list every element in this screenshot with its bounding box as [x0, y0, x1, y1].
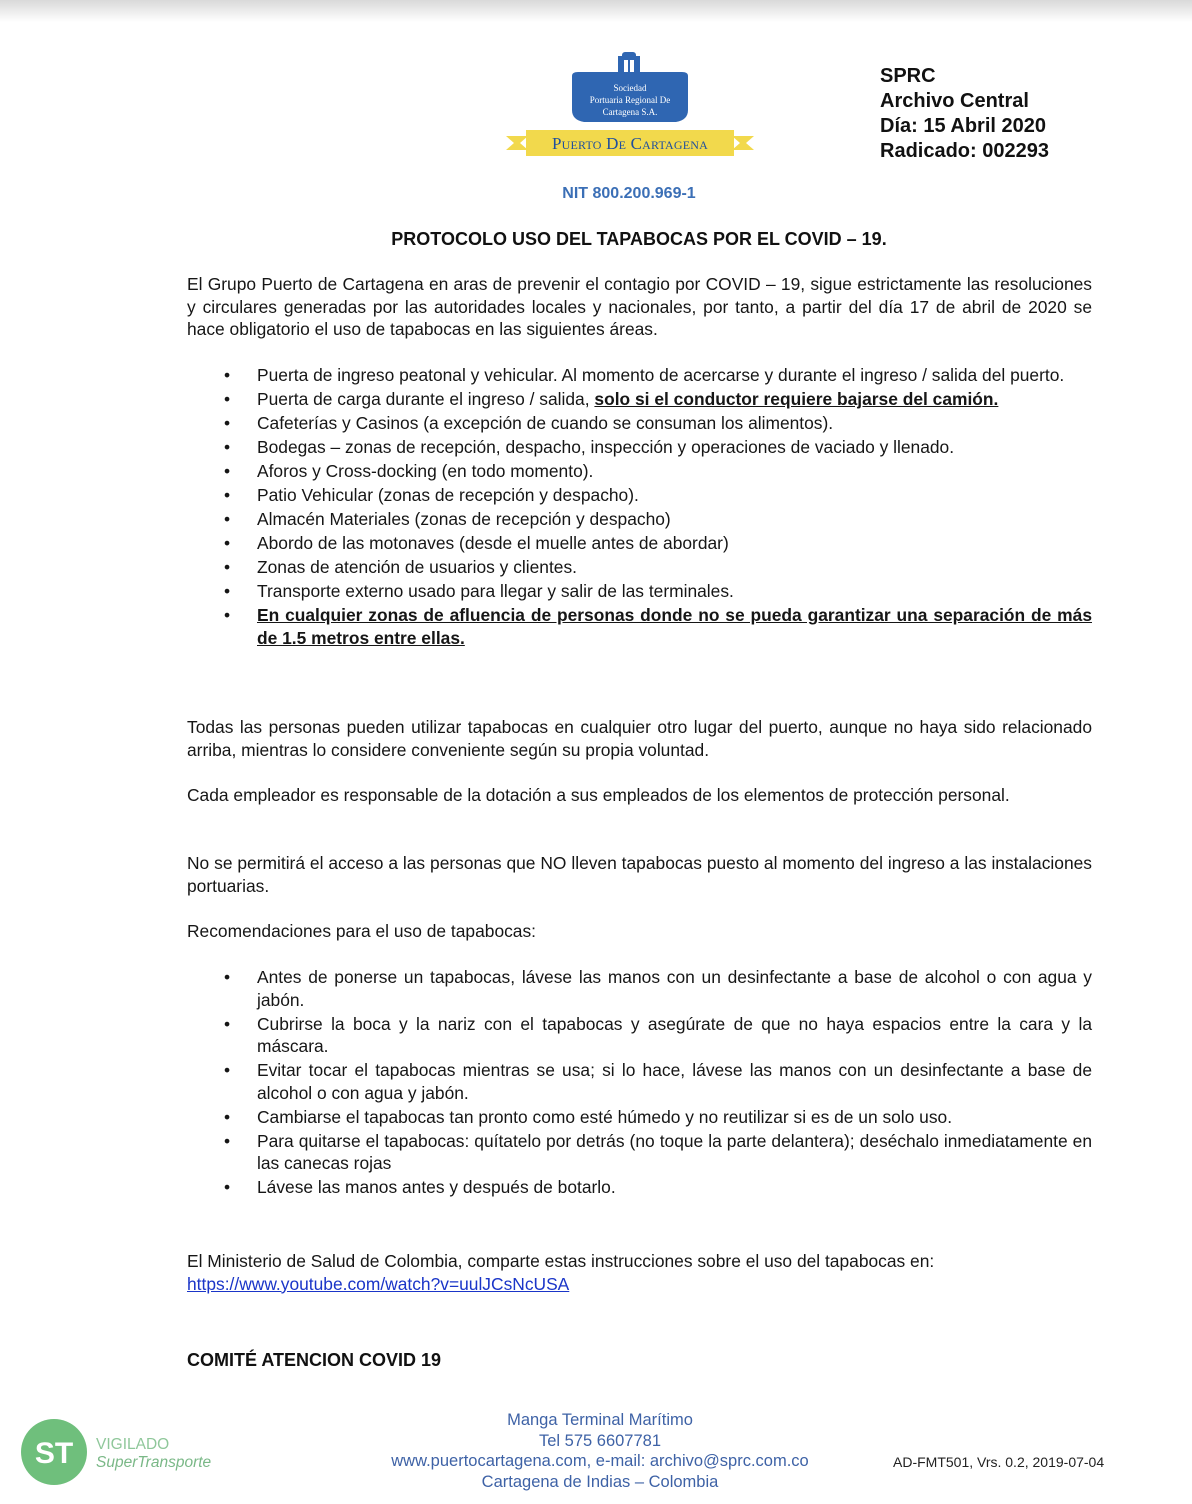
- list-item: [187, 556, 1092, 579]
- list-item-text: Zonas de atención de usuarios y clientes.: [257, 557, 577, 577]
- bullet-icon: •: [224, 581, 231, 601]
- bullet-icon: •: [224, 389, 231, 409]
- list-item-text: Transporte externo usado para llegar y salir de las terminales.: [257, 581, 734, 601]
- list-item-text: Cubrirse la boca y la nariz con el tapabocas y asegúrate de que no haya espacios entre la cara y la máscara.: [257, 1013, 1092, 1056]
- bullet-icon: •: [224, 1177, 231, 1197]
- list-item: [187, 580, 1092, 603]
- footer-phone: Tel 575 6607781: [538, 1431, 662, 1450]
- list-item: [187, 508, 1092, 531]
- access-paragraph: No se permitirá el acceso a las personas que NO lleven tapabocas puesto al momento del ingreso a las instalaciones portuarias.: [187, 853, 1092, 896]
- list-item: [187, 484, 1092, 507]
- bullet-icon: •: [224, 365, 231, 385]
- company-logo: [500, 50, 760, 162]
- committee-signature: COMITÉ ATENCION COVID 19: [187, 1350, 442, 1370]
- anywhere-paragraph: Todas las personas pueden utilizar tapabocas en cualquier otro lugar del puerto, aunque no haya sido relacionado arriba, mientras lo considere conveniente según su propia voluntad.: [187, 717, 1092, 760]
- ministry-section: [187, 1250, 1092, 1295]
- bullet-icon: •: [224, 533, 231, 553]
- list-item-text: Evitar tocar el tapabocas mientras se usa; si lo hace, lávese las manos con un desinfectante a base de alcohol o con agua y jabón.: [257, 1060, 1092, 1103]
- ministry-text: El Ministerio de Salud de Colombia, comparte estas instrucciones sobre el uso del tapabocas en:: [187, 1251, 935, 1271]
- mandatory-areas-list: [187, 364, 1092, 651]
- logo-line-1: Sociedad: [613, 83, 647, 93]
- list-item: [187, 1176, 1092, 1199]
- list-item-text: Cafeterías y Casinos (a excepción de cuando se consuman los alimentos).: [257, 413, 834, 433]
- list-item-text: Cambiarse el tapabocas tan pronto como esté húmedo y no reutilizar si es de un solo uso.: [257, 1106, 953, 1127]
- logo-line-3: Cartagena S.A.: [602, 107, 658, 117]
- list-item: [187, 966, 1092, 1011]
- logo-line-2: Portuaria Regional De: [589, 95, 671, 105]
- stamp-radicado: Radicado: 002293: [880, 140, 1049, 162]
- list-item: [187, 532, 1092, 555]
- list-item: [187, 412, 1092, 435]
- document-title: PROTOCOLO USO DEL TAPABOCAS POR EL COVID – 19.: [391, 229, 887, 249]
- bullet-icon: •: [224, 967, 231, 987]
- st-logo-text: ST: [34, 1437, 74, 1470]
- list-item-text: Almacén Materiales (zonas de recepción y despacho): [257, 509, 671, 529]
- recommendations-heading: Recomendaciones para el uso de tapabocas:: [187, 921, 537, 941]
- intro-paragraph: El Grupo Puerto de Cartagena en aras de prevenir el contagio por COVID – 19, sigue estrictamente las resoluciones y circulares generadas por las autoridades locales y nacionales, por tanto, a partir del día 17 de abril de 2020 se hace obligatorio el uso de tapabocas en las siguientes áreas.: [187, 274, 1092, 339]
- nit-number: NIT 800.200.969-1: [562, 185, 696, 202]
- list-item: [187, 1106, 1092, 1129]
- bullet-icon: •: [224, 509, 231, 529]
- bullet-icon: •: [224, 1130, 231, 1151]
- list-item: [187, 436, 1092, 459]
- bullet-icon: •: [224, 461, 231, 481]
- list-item: [187, 1130, 1092, 1175]
- list-item-text: Patio Vehicular (zonas de recepción y despacho).: [257, 485, 639, 505]
- list-item: [187, 364, 1092, 387]
- bullet-icon: •: [224, 1060, 231, 1080]
- bullet-icon: •: [224, 557, 231, 577]
- list-item-emphasis: solo si el conductor requiere bajarse del camión.: [594, 389, 999, 409]
- list-item-text: Para quitarse el tapabocas: quítatelo por detrás (no toque la parte delantera); deséchalo inmediatamente en las canecas rojas: [257, 1130, 1092, 1173]
- bullet-icon: •: [224, 1013, 231, 1034]
- bullet-icon: •: [224, 413, 231, 433]
- recommendations-list: [187, 966, 1092, 1200]
- stamp-date: Día: 15 Abril 2020: [880, 115, 1047, 137]
- bullet-icon: •: [224, 1106, 231, 1127]
- stamp-org: SPRC: [880, 65, 936, 87]
- footer-web-email: www.puertocartagena.com, e-mail: archivo@sprc.com.co: [391, 1452, 809, 1470]
- list-item-text: Lávese las manos antes y después de botarlo.: [257, 1177, 616, 1197]
- footer-contact: [300, 1410, 900, 1492]
- footer-city: Cartagena de Indias – Colombia: [481, 1472, 719, 1491]
- list-item: [187, 1013, 1092, 1058]
- bullet-icon: •: [224, 437, 231, 457]
- list-item-emphasis: En cualquier zonas de afluencia de personas donde no se pueda garantizar una separación de más de 1.5 metros entre ellas.: [257, 605, 1092, 648]
- list-item-text: Bodegas – zonas de recepción, despacho, inspección y operaciones de vaciado y llenado.: [257, 437, 955, 457]
- list-item: [187, 604, 1092, 649]
- vigilado-text: VIGILADO: [96, 1436, 170, 1453]
- list-item-text: Puerta de ingreso peatonal y vehicular. Al momento de acercarse y durante el ingreso / salida del puerto.: [257, 365, 1065, 385]
- bullet-icon: •: [224, 605, 231, 625]
- list-item-text: Antes de ponerse un tapabocas, lávese las manos con un desinfectante a base de alcohol o con agua y jabón.: [257, 967, 1092, 1010]
- bullet-icon: •: [224, 485, 231, 505]
- list-item-text: Puerta de carga durante el ingreso / salida,: [257, 389, 595, 409]
- list-item: [187, 1059, 1092, 1104]
- archive-stamp: [880, 64, 1049, 164]
- page-top-shadow: [0, 0, 1192, 22]
- supertransporte-text: SuperTransporte: [96, 1454, 212, 1471]
- footer-terminal: Manga Terminal Marítimo: [507, 1411, 693, 1429]
- list-item-text: Aforos y Cross-docking (en todo momento).: [257, 461, 594, 481]
- stamp-archive: Archivo Central: [880, 90, 1029, 112]
- list-item: [187, 460, 1092, 483]
- form-code: AD-FMT501, Vrs. 0.2, 2019-07-04: [893, 1454, 1105, 1470]
- supertransporte-logo: [20, 1418, 88, 1486]
- ministry-video-link[interactable]: https://www.youtube.com/watch?v=uulJCsNcUSA: [187, 1273, 570, 1294]
- list-item-text: Abordo de las motonaves (desde el muelle antes de abordar): [257, 533, 729, 553]
- vigilado-badge: [96, 1436, 211, 1472]
- logo-company-name: Puerto De Cartagena: [551, 134, 709, 153]
- list-item: [187, 388, 1092, 411]
- employer-paragraph: Cada empleador es responsable de la dotación a sus empleados de los elementos de protección personal.: [187, 785, 1010, 805]
